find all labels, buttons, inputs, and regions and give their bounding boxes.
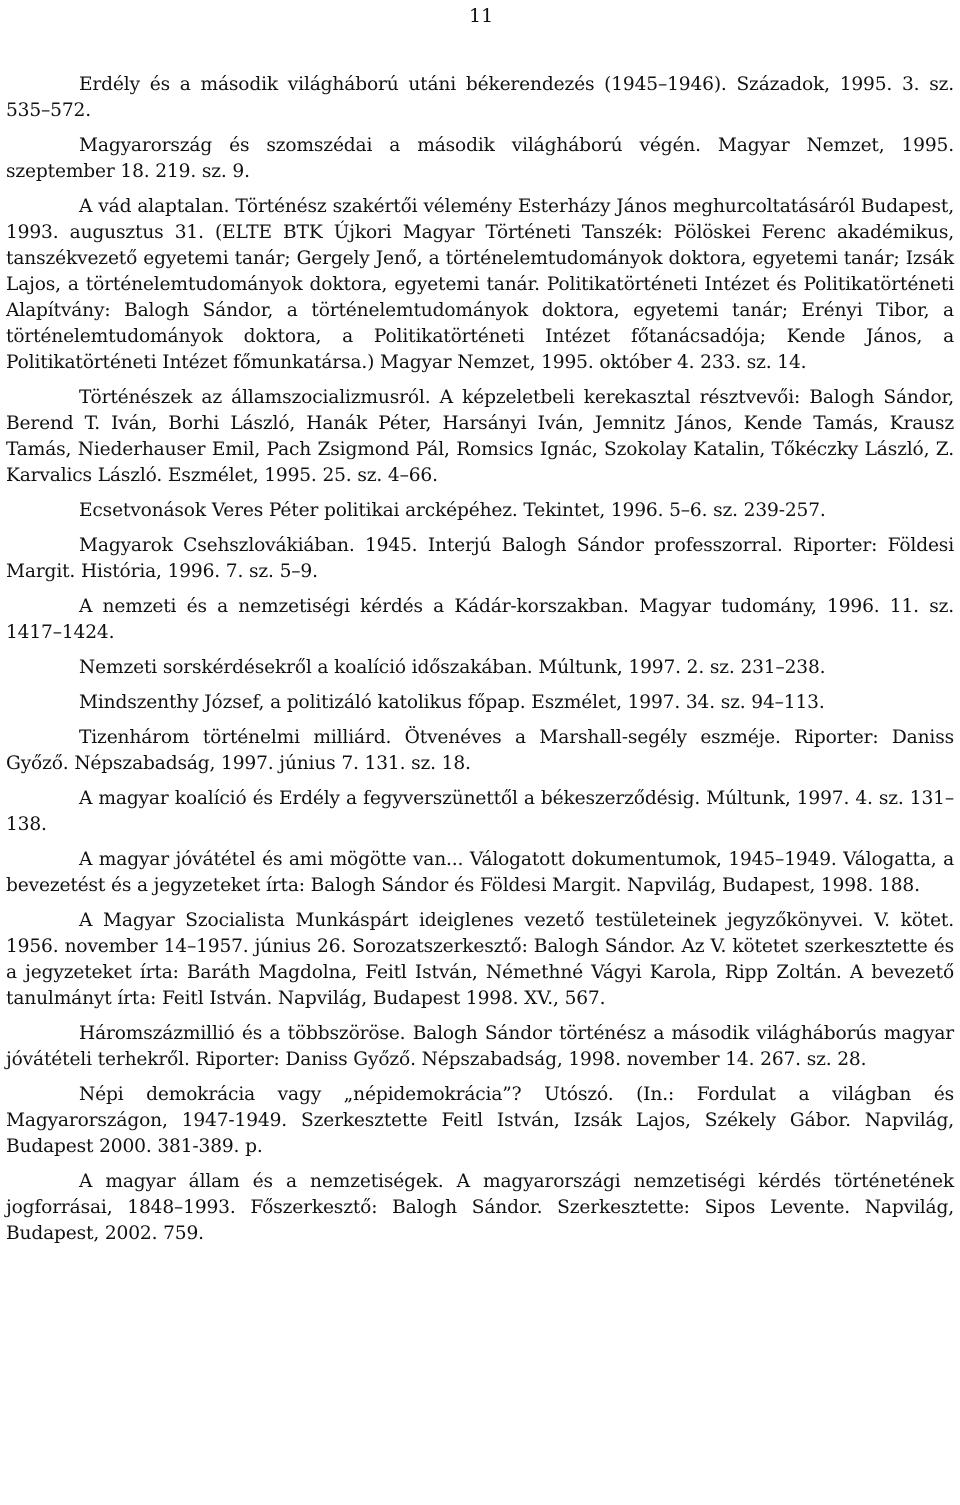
bibliography-entry: Erdély és a második világháború utáni békerendezés (1945–1946). Századok, 1995. 3. sz. 535–572. xyxy=(6,74,954,121)
bibliography-entry: Háromszázmillió és a többszöröse. Balogh Sándor történész a második világháborús magyar jóvátételi terhekről. Riporter: Daniss Győző. Népszabadság, 1998. november 14. 267. sz. 28. xyxy=(6,1023,954,1070)
bibliography-entry: A magyar koalíció és Erdély a fegyverszünettől a békeszerződésig. Múltunk, 1997. 4. sz. 131–138. xyxy=(6,788,954,835)
bibliography-entry: Népi demokrácia vagy „népidemokrácia”? Utószó. (In.: Fordulat a világban és Magyarországon, 1947-1949. Szerkesztette Feitl István, Izsák Lajos, Székely Gábor. Napvilág, Budapest 2000. 381-389. p. xyxy=(6,1084,954,1157)
bibliography-entry: Történészek az államszocializmusról. A képzeletbeli kerekasztal résztvevői: Balogh Sándor, Berend T. Iván, Borhi László, Hanák Péter, Harsányi Iván, Jemnitz János, Kende Tamás, Krausz Tamás, Niederhauser Emil, Pach Zsigmond Pál, Romsics Ignác, Szokolay Katalin, Tőkéczky László, Z. Karvalics László. Eszmélet, 1995. 25. sz. 4–66. xyxy=(6,387,954,486)
bibliography-entry: Tizenhárom történelmi milliárd. Ötvenéves a Marshall-segély eszméje. Riporter: Daniss Győző. Népszabadság, 1997. június 7. 131. sz. 18. xyxy=(6,727,954,774)
bibliography-entry: Nemzeti sorskérdésekről a koalíció időszakában. Múltunk, 1997. 2. sz. 231–238. xyxy=(79,657,826,678)
bibliography-entry: A magyar állam és a nemzetiségek. A magyarországi nemzetiségi kérdés történetének jogforrásai, 1848–1993. Főszerkesztő: Balogh Sándor. Szerkesztette: Sipos Levente. Napvilág, Budapest, 2002. 759. xyxy=(6,1171,954,1244)
bibliography-entry: A magyar jóvátétel és ami mögötte van... Válogatott dokumentumok, 1945–1949. Válogatta, a bevezetést és a jegyzeteket írta: Balogh Sándor és Földesi Margit. Napvilág, Budapest, 1998. 188. xyxy=(6,849,954,896)
page-number: 11 xyxy=(469,5,494,27)
bibliography-entry: Magyarok Csehszlovákiában. 1945. Interjú Balogh Sándor professzorral. Riporter: Földesi Margit. História, 1996. 7. sz. 5–9. xyxy=(6,535,954,582)
bibliography-entry: Magyarország és szomszédai a második világháború végén. Magyar Nemzet, 1995. szeptember 18. 219. sz. 9. xyxy=(6,135,954,182)
bibliography-entry: A Magyar Szocialista Munkáspárt ideiglenes vezető testületeinek jegyzőkönyvei. V. kötet. 1956. november 14–1957. június 26. Sorozatszerkesztő: Balogh Sándor. Az V. kötetet szerkesztette és a jegyzeteket írta: Baráth Magdolna, Feitl István, Némethné Vágyi Karola, Ripp Zoltán. A bevezető tanulmányt írta: Feitl István. Napvilág, Budapest 1998. XV., 567. xyxy=(6,910,954,1009)
bibliography-entry: Ecsetvonások Veres Péter politikai arcképéhez. Tekintet, 1996. 5–6. sz. 239-257. xyxy=(79,500,826,521)
bibliography-list xyxy=(6,72,954,1247)
bibliography-entry: A nemzeti és a nemzetiségi kérdés a Kádár-korszakban. Magyar tudomány, 1996. 11. sz. 1417–1424. xyxy=(6,596,954,643)
bibliography-entry: Mindszenthy József, a politizáló katolikus főpap. Eszmélet, 1997. 34. sz. 94–113. xyxy=(79,692,825,713)
bibliography-entry: A vád alaptalan. Történész szakértői vélemény Esterházy János meghurcoltatásáról Budapest, 1993. augusztus 31. (ELTE BTK Újkori Magyar Történeti Tanszék: Pölöskei Ferenc akadémikus, tanszékvezető egyetemi tanár; Gergely Jenő, a történelemtudományok doktora, egyetemi tanár; Izsák Lajos, a történelemtudományok doktora, egyetemi tanár. Politikatörténeti Intézet és Politikatörténeti Alapítvány: Balogh Sándor, a történelemtudományok doktora, egyetemi tanár; Erényi Tibor, a történelemtudományok doktora, a Politikatörténeti Intézet főtanácsadója; Kende János, a Politikatörténeti Intézet főmunkatársa.) Magyar Nemzet, 1995. október 4. 233. sz. 14. xyxy=(6,196,954,373)
